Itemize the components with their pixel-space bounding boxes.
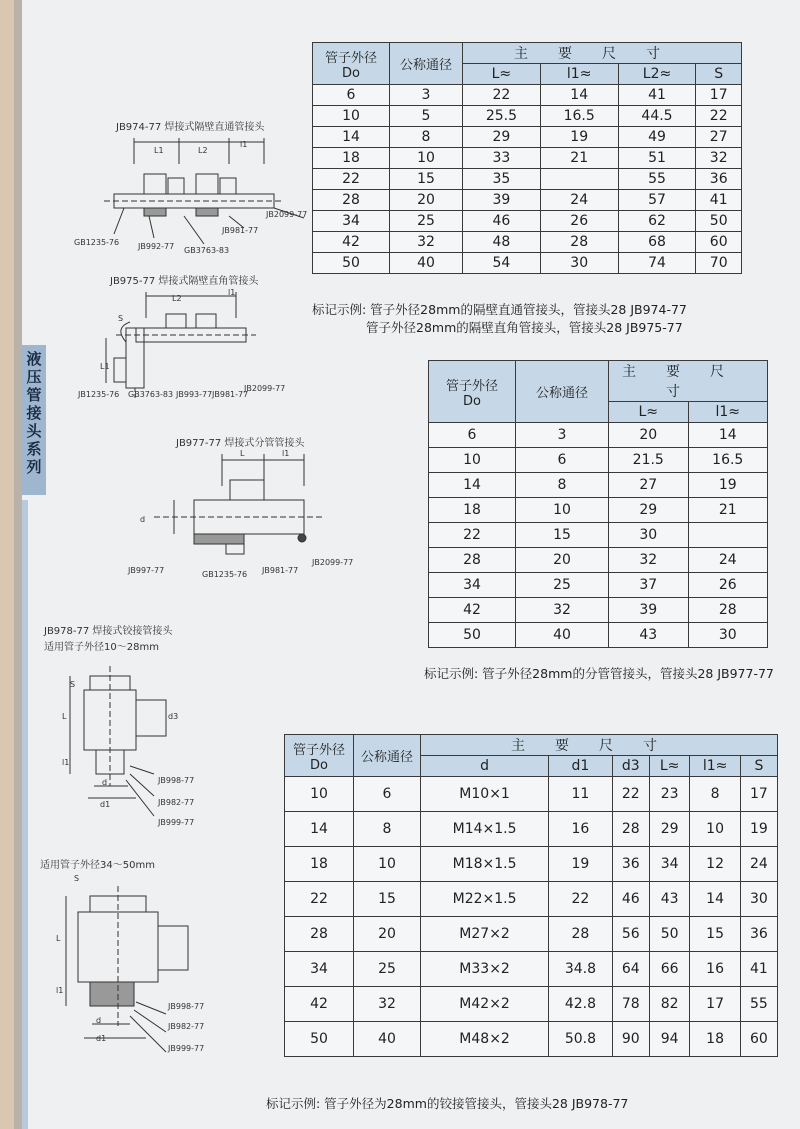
table1-cell: 5 xyxy=(390,106,463,127)
figure-jb977-label-jb981: JB981-77 xyxy=(262,566,299,575)
figure-jb978b-label-jb998: JB998-77 xyxy=(168,1002,205,1011)
figure-jb975-label-gb3763: GB3763-83 xyxy=(128,390,174,399)
table3-header-main: 主要尺寸 xyxy=(421,735,778,756)
table3-cell: 78 xyxy=(612,987,649,1022)
table2-cell: 40 xyxy=(516,623,609,648)
table2-cell: 20 xyxy=(609,423,689,448)
table2-cell: 32 xyxy=(516,598,609,623)
table3-col-d1: d1 xyxy=(549,756,613,777)
table2-row xyxy=(429,548,768,573)
table1-cell: 10 xyxy=(390,148,463,169)
table2-cell: 6 xyxy=(516,448,609,473)
table3-row xyxy=(285,917,778,952)
table3-cell: 20 xyxy=(354,917,421,952)
table3-cell: M33×2 xyxy=(421,952,549,987)
table1-cell: 57 xyxy=(618,190,696,211)
table1-cell: 41 xyxy=(618,85,696,106)
figure-jb977-label-gb1235: GB1235-76 xyxy=(202,570,248,579)
table2-header-main: 主要尺寸 xyxy=(609,361,768,402)
table2-row xyxy=(429,448,768,473)
table2-row xyxy=(429,498,768,523)
table3-cell: 14 xyxy=(690,882,740,917)
figure-jb974-drawing xyxy=(104,134,314,264)
table1-row xyxy=(313,106,742,127)
table2-cell: 3 xyxy=(516,423,609,448)
table1-row xyxy=(313,232,742,253)
table2-col-l1: l1≈ xyxy=(688,402,768,423)
table1-cell: 28 xyxy=(540,232,618,253)
table1-cell: 6 xyxy=(313,85,390,106)
table1-cell: 68 xyxy=(618,232,696,253)
table3-cell: 10 xyxy=(285,777,354,812)
table3-cell: 18 xyxy=(285,847,354,882)
table3-cell: 42.8 xyxy=(549,987,613,1022)
figure-jb975-label-L1: L1 xyxy=(100,362,110,371)
figure-jb977-label-d: d xyxy=(140,515,146,524)
figure-jb975-label-jb981: JB981-77 xyxy=(212,390,249,399)
table2-header-pipe xyxy=(429,361,516,423)
table2-cell: 15 xyxy=(516,523,609,548)
table2-header-pipe-text: 管子外径 xyxy=(445,378,498,394)
table1-cell: 21 xyxy=(540,148,618,169)
figure-jb978b-label-l1: l1 xyxy=(56,986,64,995)
table3-cell: 60 xyxy=(740,1022,777,1057)
table3-col-d3: d3 xyxy=(612,756,649,777)
table3-cell: 42 xyxy=(285,987,354,1022)
table3-row xyxy=(285,812,778,847)
figure-jb977-caption: JB977-77 焊接式分管管接头 xyxy=(176,438,305,449)
figure-jb978a-label-jb998: JB998-77 xyxy=(158,776,195,785)
figure-jb975-label-L2: L2 xyxy=(172,294,182,303)
section-title-char: 压 xyxy=(26,368,42,386)
table1-cell: 15 xyxy=(390,169,463,190)
table2-cell: 30 xyxy=(609,523,689,548)
table2-col-L: L≈ xyxy=(609,402,689,423)
table3-cell: 22 xyxy=(549,882,613,917)
table2-header-nominal: 公称通径 xyxy=(516,361,609,423)
table3-col-l1: l1≈ xyxy=(690,756,740,777)
table1-header-pipe xyxy=(313,43,390,85)
figure-jb977-label-jb2099: JB2099-77 xyxy=(312,558,354,567)
table1-cell: 14 xyxy=(313,127,390,148)
table3-cell: 19 xyxy=(740,812,777,847)
table3-cell: M10×1 xyxy=(421,777,549,812)
table3-cell: 34 xyxy=(649,847,690,882)
table-jb977 xyxy=(428,360,768,648)
table1-row xyxy=(313,85,742,106)
figure-jb975-label-jb2099: JB2099-77 xyxy=(244,384,286,393)
table3-cell: 32 xyxy=(354,987,421,1022)
table1-cell: 22 xyxy=(696,106,742,127)
table1-cell: 42 xyxy=(313,232,390,253)
table3-col-L: L≈ xyxy=(649,756,690,777)
figure-jb974-label-L1: L1 xyxy=(154,146,164,155)
table1-cell: 10 xyxy=(313,106,390,127)
table3-cell: 94 xyxy=(649,1022,690,1057)
figure-jb977-label-jb997: JB997-77 xyxy=(128,566,165,575)
table3-cell: M42×2 xyxy=(421,987,549,1022)
figure-jb978a-label-jb999: JB999-77 xyxy=(158,818,195,827)
table1-cell: 25.5 xyxy=(463,106,541,127)
table2-cell: 29 xyxy=(609,498,689,523)
figure-jb978a-label-d3: d3 xyxy=(168,712,179,721)
table3-row xyxy=(285,952,778,987)
table2-cell: 21 xyxy=(688,498,768,523)
table1-cell: 22 xyxy=(463,85,541,106)
table2-cell: 10 xyxy=(516,498,609,523)
figure-jb978b-label-L: L xyxy=(56,934,61,943)
table-jb978 xyxy=(284,734,778,1057)
table1-cell: 48 xyxy=(463,232,541,253)
table2-cell: 50 xyxy=(429,623,516,648)
table3-header-pipe-text: 管子外径 xyxy=(292,742,345,758)
table3-cell: 8 xyxy=(354,812,421,847)
table2-cell: 30 xyxy=(688,623,768,648)
table2-cell: 18 xyxy=(429,498,516,523)
figure-jb974-label-jb2099: JB2099-77 xyxy=(266,210,308,219)
table1-cell: 49 xyxy=(618,127,696,148)
table3-cell: 23 xyxy=(649,777,690,812)
section-title xyxy=(26,350,42,476)
section-title-char: 系 xyxy=(26,440,42,458)
figure-jb978b-label-jb999: JB999-77 xyxy=(168,1044,205,1053)
table2-cell: 39 xyxy=(609,598,689,623)
figure-jb974-label-gb3763: GB3763-83 xyxy=(184,246,230,255)
table2-body xyxy=(429,423,768,648)
figure-jb974-label-l1: l1 xyxy=(240,140,248,149)
table1-cell: 33 xyxy=(463,148,541,169)
table1-cell: 50 xyxy=(696,211,742,232)
table3-cell: 43 xyxy=(649,882,690,917)
figure-jb977-drawing xyxy=(134,450,334,565)
section-title-char: 列 xyxy=(26,458,42,476)
table3-cell: 29 xyxy=(649,812,690,847)
table1-row xyxy=(313,127,742,148)
table3-row xyxy=(285,987,778,1022)
table1-cell: 16.5 xyxy=(540,106,618,127)
table3-col-d: d xyxy=(421,756,549,777)
section-title-char: 头 xyxy=(26,422,42,440)
table3-cell: 14 xyxy=(285,812,354,847)
table2-cell: 37 xyxy=(609,573,689,598)
table1-cell xyxy=(540,169,618,190)
table3-row xyxy=(285,882,778,917)
table1-cell: 30 xyxy=(540,253,618,274)
table3-cell: 18 xyxy=(690,1022,740,1057)
table2-cell: 26 xyxy=(688,573,768,598)
table3-cell: 50 xyxy=(285,1022,354,1057)
table3-cell: M18×1.5 xyxy=(421,847,549,882)
table1-header-main: 主要尺寸 xyxy=(463,43,742,64)
table2-row xyxy=(429,423,768,448)
table3-cell: 90 xyxy=(612,1022,649,1057)
table1-cell: 27 xyxy=(696,127,742,148)
table1-cell: 32 xyxy=(696,148,742,169)
table1-note-2: 管子外径28mm的隔壁直角管接头，管接头28 JB975-77 xyxy=(366,320,683,335)
table-jb974-jb975 xyxy=(312,42,742,274)
table1-col-l1: l1≈ xyxy=(540,64,618,85)
figure-jb978a-label-l1: l1 xyxy=(62,758,70,767)
table1-cell: 22 xyxy=(313,169,390,190)
figure-jb978a-label-d: d xyxy=(102,778,108,787)
table1-cell: 55 xyxy=(618,169,696,190)
table1-cell: 17 xyxy=(696,85,742,106)
table3-cell: 8 xyxy=(690,777,740,812)
figure-jb977-label-l1: l1 xyxy=(282,449,290,458)
table2-cell xyxy=(688,523,768,548)
table3-cell: 15 xyxy=(690,917,740,952)
table3-col-S: S xyxy=(740,756,777,777)
table2-note: 标记示例: 管子外径28mm的分管管接头，管接头28 JB977-77 xyxy=(424,666,774,681)
figure-jb975-caption: JB975-77 焊接式隔壁直角管接头 xyxy=(110,276,259,287)
figure-jb974-label-gb1235: GB1235-76 xyxy=(74,238,120,247)
table2-cell: 24 xyxy=(688,548,768,573)
table1-cell: 25 xyxy=(390,211,463,232)
table1-cell: 40 xyxy=(390,253,463,274)
table3-cell: 82 xyxy=(649,987,690,1022)
table3-cell: 12 xyxy=(690,847,740,882)
table1-cell: 34 xyxy=(313,211,390,232)
section-title-char: 管 xyxy=(26,386,42,404)
table3-row xyxy=(285,777,778,812)
figure-jb975-label-jb1235: JB1235-76 xyxy=(78,390,120,399)
figure-jb974-label-jb992: JB992-77 xyxy=(138,242,175,251)
table1-cell: 44.5 xyxy=(618,106,696,127)
table1-body xyxy=(313,85,742,274)
table3-cell: 50 xyxy=(649,917,690,952)
table3-cell: M27×2 xyxy=(421,917,549,952)
table1-cell: 3 xyxy=(390,85,463,106)
table1-cell: 29 xyxy=(463,127,541,148)
figure-jb978b-label-S: S xyxy=(74,874,80,883)
table1-cell: 46 xyxy=(463,211,541,232)
table2-row xyxy=(429,473,768,498)
table3-header-pipe xyxy=(285,735,354,777)
table1-row xyxy=(313,211,742,232)
table3-cell: 25 xyxy=(354,952,421,987)
table3-cell: 17 xyxy=(740,777,777,812)
table3-cell: 56 xyxy=(612,917,649,952)
table1-cell: 36 xyxy=(696,169,742,190)
table3-cell: 34.8 xyxy=(549,952,613,987)
table1-cell: 24 xyxy=(540,190,618,211)
table2-cell: 6 xyxy=(429,423,516,448)
figure-jb978a-label-S: S xyxy=(70,680,76,689)
figure-jb978a-label-jb982: JB982-77 xyxy=(158,798,195,807)
table3-cell: 24 xyxy=(740,847,777,882)
table2-cell: 14 xyxy=(429,473,516,498)
table2-cell: 8 xyxy=(516,473,609,498)
section-strip xyxy=(22,500,28,1129)
figure-jb978b-drawing xyxy=(50,876,220,1066)
table3-cell: 36 xyxy=(740,917,777,952)
table3-row xyxy=(285,1022,778,1057)
figure-jb978a-caption2: 适用管子外径10～28mm xyxy=(44,642,159,653)
figure-jb975-label-S: S xyxy=(118,314,124,323)
table3-cell: 17 xyxy=(690,987,740,1022)
table3-cell: 64 xyxy=(612,952,649,987)
table1-note-1: 标记示例: 管子外径28mm的隔壁直通管接头，管接头28 JB974-77 xyxy=(312,302,687,317)
table3-cell: 50.8 xyxy=(549,1022,613,1057)
figure-jb975-label-jb993: JB993-77 xyxy=(176,390,213,399)
table2-row xyxy=(429,573,768,598)
figure-jb978a-caption: JB978-77 焊接式铰接管接头 xyxy=(44,626,173,637)
table3-cell: 34 xyxy=(285,952,354,987)
table2-cell: 34 xyxy=(429,573,516,598)
table2-cell: 10 xyxy=(429,448,516,473)
table3-cell: 41 xyxy=(740,952,777,987)
section-title-char: 液 xyxy=(26,350,42,368)
table3-cell: 15 xyxy=(354,882,421,917)
table3-cell: 40 xyxy=(354,1022,421,1057)
table1-cell: 39 xyxy=(463,190,541,211)
table3-header-pipe-unit: Do xyxy=(310,757,328,773)
table3-header-nominal: 公称通径 xyxy=(354,735,421,777)
figure-jb978b-label-d: d xyxy=(96,1016,102,1025)
table1-cell: 8 xyxy=(390,127,463,148)
table1-row xyxy=(313,253,742,274)
table3-cell: 55 xyxy=(740,987,777,1022)
figure-jb978b-label-jb982: JB982-77 xyxy=(168,1022,205,1031)
table1-cell: 14 xyxy=(540,85,618,106)
table2-cell: 43 xyxy=(609,623,689,648)
table2-cell: 16.5 xyxy=(688,448,768,473)
table1-cell: 35 xyxy=(463,169,541,190)
table3-cell: M48×2 xyxy=(421,1022,549,1057)
table1-col-S: S xyxy=(696,64,742,85)
table2-cell: 20 xyxy=(516,548,609,573)
table1-cell: 70 xyxy=(696,253,742,274)
table2-cell: 14 xyxy=(688,423,768,448)
table1-col-L2: L2≈ xyxy=(618,64,696,85)
figure-jb978b-caption: 适用管子外径34～50mm xyxy=(40,860,155,871)
figure-jb978a-label-L: L xyxy=(62,712,67,721)
table3-cell: 19 xyxy=(549,847,613,882)
table2-row xyxy=(429,623,768,648)
figure-jb974-label-L2: L2 xyxy=(198,146,208,155)
table3-cell: M14×1.5 xyxy=(421,812,549,847)
figure-jb975-label-l1: l1 xyxy=(228,288,236,297)
table3-cell: 36 xyxy=(612,847,649,882)
table1-cell: 54 xyxy=(463,253,541,274)
table2-cell: 19 xyxy=(688,473,768,498)
table1-cell: 60 xyxy=(696,232,742,253)
table3-cell: 10 xyxy=(690,812,740,847)
table2-cell: 27 xyxy=(609,473,689,498)
table3-note: 标记示例: 管子外径为28mm的铰接管接头，管接头28 JB978-77 xyxy=(266,1096,629,1111)
table3-cell: 16 xyxy=(549,812,613,847)
table2-cell: 22 xyxy=(429,523,516,548)
table2-row xyxy=(429,598,768,623)
table1-cell: 74 xyxy=(618,253,696,274)
table1-cell: 20 xyxy=(390,190,463,211)
table2-row xyxy=(429,523,768,548)
table2-header-pipe-unit: Do xyxy=(463,393,481,409)
table1-header-nominal: 公称通径 xyxy=(390,43,463,85)
table3-cell: 28 xyxy=(549,917,613,952)
table1-col-L: L≈ xyxy=(463,64,541,85)
table1-header-pipe-text: 管子外径 xyxy=(324,50,377,66)
table1-cell: 26 xyxy=(540,211,618,232)
table1-cell: 28 xyxy=(313,190,390,211)
figure-jb974-label-jb981: JB981-77 xyxy=(222,226,259,235)
table1-cell: 41 xyxy=(696,190,742,211)
table2-cell: 28 xyxy=(429,548,516,573)
table3-cell: 46 xyxy=(612,882,649,917)
figure-jb977-label-L: L xyxy=(240,449,245,458)
table1-header-pipe-unit: Do xyxy=(342,65,360,81)
section-title-char: 接 xyxy=(26,404,42,422)
figure-jb978a-label-d1: d1 xyxy=(100,800,111,809)
table1-row xyxy=(313,169,742,190)
table2-cell: 42 xyxy=(429,598,516,623)
table1-cell: 32 xyxy=(390,232,463,253)
table3-cell: 66 xyxy=(649,952,690,987)
table3-cell: 10 xyxy=(354,847,421,882)
table3-cell: 6 xyxy=(354,777,421,812)
table3-row xyxy=(285,847,778,882)
figure-jb978b-label-d1: d1 xyxy=(96,1034,107,1043)
table3-cell: 22 xyxy=(285,882,354,917)
table1-cell: 62 xyxy=(618,211,696,232)
table2-cell: 21.5 xyxy=(609,448,689,473)
table1-row xyxy=(313,190,742,211)
table3-cell: 16 xyxy=(690,952,740,987)
table3-cell: 30 xyxy=(740,882,777,917)
table3-body xyxy=(285,777,778,1057)
table2-cell: 28 xyxy=(688,598,768,623)
table3-cell: 28 xyxy=(612,812,649,847)
figure-jb974-caption: JB974-77 焊接式隔壁直通管接头 xyxy=(116,122,265,133)
table3-cell: 28 xyxy=(285,917,354,952)
table1-cell: 19 xyxy=(540,127,618,148)
table1-cell: 50 xyxy=(313,253,390,274)
table3-cell: 22 xyxy=(612,777,649,812)
table2-cell: 25 xyxy=(516,573,609,598)
table3-cell: 11 xyxy=(549,777,613,812)
table1-cell: 51 xyxy=(618,148,696,169)
table1-row xyxy=(313,148,742,169)
table2-cell: 32 xyxy=(609,548,689,573)
table3-cell: M22×1.5 xyxy=(421,882,549,917)
table1-cell: 18 xyxy=(313,148,390,169)
